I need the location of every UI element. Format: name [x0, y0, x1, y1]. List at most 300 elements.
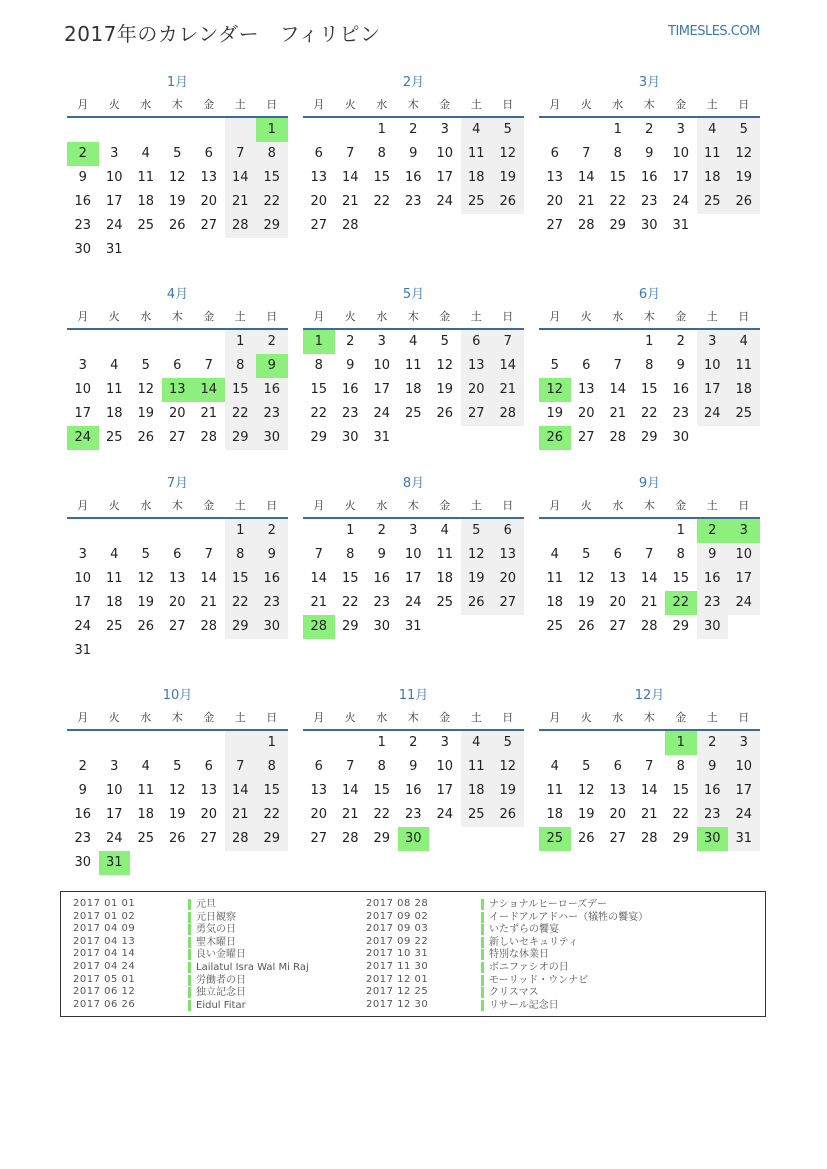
- day-cell[interactable]: 1: [256, 118, 288, 142]
- day-cell[interactable]: 6: [613, 547, 622, 562]
- day-cell[interactable]: 3: [110, 146, 119, 161]
- day-cell[interactable]: 20: [168, 595, 186, 610]
- day-cell[interactable]: 29: [225, 426, 257, 450]
- day-cell[interactable]: 27: [310, 218, 328, 233]
- day-cell[interactable]: 25: [539, 827, 571, 851]
- day-cell[interactable]: 20: [609, 595, 627, 610]
- day-cell[interactable]: 14: [341, 170, 359, 185]
- day-cell[interactable]: 15: [225, 378, 257, 402]
- day-cell[interactable]: 4: [110, 547, 119, 562]
- day-cell[interactable]: 15: [373, 783, 391, 798]
- day-cell[interactable]: 2: [676, 334, 685, 349]
- day-cell[interactable]: 2: [697, 519, 729, 543]
- day-cell[interactable]: 6: [204, 759, 213, 774]
- day-cell[interactable]: 22: [256, 190, 288, 214]
- day-cell[interactable]: 21: [225, 803, 257, 827]
- day-cell[interactable]: 9: [256, 354, 288, 378]
- day-cell[interactable]: 23: [341, 406, 359, 421]
- day-cell[interactable]: 10: [105, 170, 123, 185]
- day-cell[interactable]: 4: [141, 759, 150, 774]
- day-cell[interactable]: 26: [137, 619, 155, 634]
- day-cell[interactable]: 14: [225, 779, 257, 803]
- day-cell[interactable]: 10: [74, 382, 92, 397]
- day-cell[interactable]: 3: [78, 358, 87, 373]
- day-cell[interactable]: 16: [74, 807, 92, 822]
- day-cell[interactable]: 16: [672, 382, 690, 397]
- day-cell[interactable]: 11: [546, 783, 564, 798]
- day-cell[interactable]: 2: [346, 334, 355, 349]
- day-cell[interactable]: 18: [697, 166, 729, 190]
- day-cell[interactable]: 23: [697, 803, 729, 827]
- day-cell[interactable]: 20: [461, 378, 493, 402]
- day-cell[interactable]: 28: [492, 402, 524, 426]
- day-cell[interactable]: 16: [404, 170, 422, 185]
- day-cell[interactable]: 18: [728, 378, 760, 402]
- day-cell[interactable]: 12: [728, 142, 760, 166]
- day-cell[interactable]: 18: [404, 382, 422, 397]
- day-cell[interactable]: 18: [546, 807, 564, 822]
- day-cell[interactable]: 13: [200, 170, 218, 185]
- day-cell[interactable]: 19: [168, 194, 186, 209]
- day-cell[interactable]: 26: [492, 803, 524, 827]
- day-cell[interactable]: 15: [256, 166, 288, 190]
- day-cell[interactable]: 23: [256, 591, 288, 615]
- day-cell[interactable]: 3: [676, 122, 685, 137]
- day-cell[interactable]: 11: [728, 354, 760, 378]
- day-cell[interactable]: 22: [672, 807, 690, 822]
- day-cell[interactable]: 30: [398, 827, 430, 851]
- day-cell[interactable]: 28: [225, 827, 257, 851]
- day-cell[interactable]: 14: [310, 571, 328, 586]
- day-cell[interactable]: 1: [613, 122, 622, 137]
- day-cell[interactable]: 24: [373, 406, 391, 421]
- day-cell[interactable]: 19: [492, 779, 524, 803]
- day-cell[interactable]: 16: [373, 571, 391, 586]
- day-cell[interactable]: 1: [303, 330, 335, 354]
- day-cell[interactable]: 17: [105, 194, 123, 209]
- day-cell[interactable]: 10: [74, 571, 92, 586]
- day-cell[interactable]: 5: [440, 334, 449, 349]
- day-cell[interactable]: 21: [341, 807, 359, 822]
- day-cell[interactable]: 3: [728, 519, 760, 543]
- day-cell[interactable]: 30: [373, 619, 391, 634]
- day-cell[interactable]: 4: [409, 334, 418, 349]
- day-cell[interactable]: 20: [609, 807, 627, 822]
- day-cell[interactable]: 3: [728, 731, 760, 755]
- day-cell[interactable]: 22: [640, 406, 658, 421]
- day-cell[interactable]: 27: [200, 831, 218, 846]
- day-cell[interactable]: 23: [74, 218, 92, 233]
- day-cell[interactable]: 25: [697, 190, 729, 214]
- day-cell[interactable]: 17: [105, 807, 123, 822]
- day-cell[interactable]: 7: [314, 547, 323, 562]
- day-cell[interactable]: 4: [461, 118, 493, 142]
- day-cell[interactable]: 16: [640, 170, 658, 185]
- day-cell[interactable]: 5: [550, 358, 559, 373]
- day-cell[interactable]: 25: [728, 402, 760, 426]
- day-cell[interactable]: 4: [141, 146, 150, 161]
- day-cell[interactable]: 4: [550, 759, 559, 774]
- day-cell[interactable]: 3: [377, 334, 386, 349]
- day-cell[interactable]: 23: [640, 194, 658, 209]
- day-cell[interactable]: 15: [672, 571, 690, 586]
- day-cell[interactable]: 20: [577, 406, 595, 421]
- day-cell[interactable]: 2: [78, 759, 87, 774]
- day-cell[interactable]: 24: [436, 194, 454, 209]
- day-cell[interactable]: 14: [200, 571, 218, 586]
- day-cell[interactable]: 18: [105, 595, 123, 610]
- day-cell[interactable]: 3: [697, 330, 729, 354]
- day-cell[interactable]: 20: [200, 194, 218, 209]
- day-cell[interactable]: 19: [137, 595, 155, 610]
- day-cell[interactable]: 15: [256, 779, 288, 803]
- day-cell[interactable]: 25: [461, 803, 493, 827]
- day-cell[interactable]: 13: [609, 783, 627, 798]
- day-cell[interactable]: 24: [105, 218, 123, 233]
- day-cell[interactable]: 6: [492, 519, 524, 543]
- day-cell[interactable]: 7: [225, 755, 257, 779]
- day-cell[interactable]: 7: [582, 146, 591, 161]
- day-cell[interactable]: 30: [341, 430, 359, 445]
- day-cell[interactable]: 30: [672, 430, 690, 445]
- day-cell[interactable]: 6: [582, 358, 591, 373]
- day-cell[interactable]: 22: [609, 194, 627, 209]
- day-cell[interactable]: 28: [640, 831, 658, 846]
- day-cell[interactable]: 8: [645, 358, 654, 373]
- day-cell[interactable]: 4: [728, 330, 760, 354]
- day-cell[interactable]: 17: [728, 567, 760, 591]
- day-cell[interactable]: 8: [256, 142, 288, 166]
- day-cell[interactable]: 8: [314, 358, 323, 373]
- day-cell[interactable]: 21: [609, 406, 627, 421]
- day-cell[interactable]: 15: [672, 783, 690, 798]
- day-cell[interactable]: 12: [577, 783, 595, 798]
- day-cell[interactable]: 9: [346, 358, 355, 373]
- day-cell[interactable]: 27: [168, 430, 186, 445]
- day-cell[interactable]: 10: [105, 783, 123, 798]
- day-cell[interactable]: 13: [162, 378, 194, 402]
- day-cell[interactable]: 17: [373, 382, 391, 397]
- day-cell[interactable]: 11: [105, 571, 123, 586]
- day-cell[interactable]: 19: [436, 382, 454, 397]
- day-cell[interactable]: 9: [256, 543, 288, 567]
- day-cell[interactable]: 29: [609, 218, 627, 233]
- day-cell[interactable]: 12: [168, 783, 186, 798]
- day-cell[interactable]: 6: [314, 759, 323, 774]
- day-cell[interactable]: 16: [256, 567, 288, 591]
- day-cell[interactable]: 20: [200, 807, 218, 822]
- day-cell[interactable]: 16: [74, 194, 92, 209]
- day-cell[interactable]: 23: [74, 831, 92, 846]
- day-cell[interactable]: 5: [492, 731, 524, 755]
- day-cell[interactable]: 22: [225, 591, 257, 615]
- day-cell[interactable]: 2: [409, 122, 418, 137]
- day-cell[interactable]: 25: [137, 218, 155, 233]
- day-cell[interactable]: 8: [377, 146, 386, 161]
- day-cell[interactable]: 24: [404, 595, 422, 610]
- day-cell[interactable]: 5: [582, 547, 591, 562]
- day-cell[interactable]: 21: [492, 378, 524, 402]
- day-cell[interactable]: 10: [697, 354, 729, 378]
- day-cell[interactable]: 30: [74, 242, 92, 257]
- day-cell[interactable]: 12: [436, 358, 454, 373]
- day-cell[interactable]: 8: [346, 547, 355, 562]
- day-cell[interactable]: 8: [676, 759, 685, 774]
- day-cell[interactable]: 1: [377, 735, 386, 750]
- day-cell[interactable]: 26: [436, 406, 454, 421]
- day-cell[interactable]: 27: [609, 619, 627, 634]
- day-cell[interactable]: 31: [404, 619, 422, 634]
- day-cell[interactable]: 8: [613, 146, 622, 161]
- day-cell[interactable]: 17: [672, 170, 690, 185]
- day-cell[interactable]: 5: [173, 146, 182, 161]
- day-cell[interactable]: 26: [168, 831, 186, 846]
- day-cell[interactable]: 5: [492, 118, 524, 142]
- day-cell[interactable]: 31: [74, 643, 92, 658]
- day-cell[interactable]: 21: [640, 595, 658, 610]
- day-cell[interactable]: 1: [377, 122, 386, 137]
- day-cell[interactable]: 22: [225, 402, 257, 426]
- day-cell[interactable]: 11: [404, 358, 422, 373]
- day-cell[interactable]: 22: [373, 807, 391, 822]
- day-cell[interactable]: 30: [697, 827, 729, 851]
- day-cell[interactable]: 5: [173, 759, 182, 774]
- day-cell[interactable]: 29: [373, 831, 391, 846]
- day-cell[interactable]: 4: [697, 118, 729, 142]
- day-cell[interactable]: 19: [728, 166, 760, 190]
- day-cell[interactable]: 24: [105, 831, 123, 846]
- day-cell[interactable]: 13: [310, 170, 328, 185]
- day-cell[interactable]: 2: [645, 122, 654, 137]
- day-cell[interactable]: 13: [546, 170, 564, 185]
- day-cell[interactable]: 13: [200, 783, 218, 798]
- day-cell[interactable]: 15: [225, 567, 257, 591]
- day-cell[interactable]: 9: [409, 146, 418, 161]
- day-cell[interactable]: 28: [303, 615, 335, 639]
- day-cell[interactable]: 13: [609, 571, 627, 586]
- day-cell[interactable]: 13: [577, 382, 595, 397]
- day-cell[interactable]: 9: [697, 543, 729, 567]
- day-cell[interactable]: 27: [546, 218, 564, 233]
- day-cell[interactable]: 5: [141, 547, 150, 562]
- day-cell[interactable]: 11: [436, 547, 454, 562]
- day-cell[interactable]: 31: [99, 851, 131, 875]
- day-cell[interactable]: 28: [341, 831, 359, 846]
- day-cell[interactable]: 8: [256, 755, 288, 779]
- day-cell[interactable]: 26: [577, 619, 595, 634]
- day-cell[interactable]: 28: [577, 218, 595, 233]
- day-cell[interactable]: 9: [377, 547, 386, 562]
- day-cell[interactable]: 19: [137, 406, 155, 421]
- day-cell[interactable]: 3: [440, 735, 449, 750]
- day-cell[interactable]: 6: [314, 146, 323, 161]
- day-cell[interactable]: 22: [256, 803, 288, 827]
- day-cell[interactable]: 9: [78, 170, 87, 185]
- day-cell[interactable]: 18: [546, 595, 564, 610]
- day-cell[interactable]: 8: [225, 354, 257, 378]
- day-cell[interactable]: 8: [676, 547, 685, 562]
- day-cell[interactable]: 24: [672, 194, 690, 209]
- day-cell[interactable]: 15: [609, 170, 627, 185]
- day-cell[interactable]: 24: [67, 426, 99, 450]
- day-cell[interactable]: 9: [409, 759, 418, 774]
- day-cell[interactable]: 24: [436, 807, 454, 822]
- day-cell[interactable]: 19: [168, 807, 186, 822]
- day-cell[interactable]: 23: [404, 194, 422, 209]
- day-cell[interactable]: 22: [665, 591, 697, 615]
- day-cell[interactable]: 27: [168, 619, 186, 634]
- day-cell[interactable]: 24: [697, 402, 729, 426]
- day-cell[interactable]: 13: [310, 783, 328, 798]
- day-cell[interactable]: 3: [78, 547, 87, 562]
- day-cell[interactable]: 7: [613, 358, 622, 373]
- day-cell[interactable]: 2: [377, 523, 386, 538]
- day-cell[interactable]: 11: [137, 170, 155, 185]
- day-cell[interactable]: 16: [341, 382, 359, 397]
- day-cell[interactable]: 1: [346, 523, 355, 538]
- day-cell[interactable]: 2: [697, 731, 729, 755]
- day-cell[interactable]: 10: [373, 358, 391, 373]
- day-cell[interactable]: 1: [225, 519, 257, 543]
- day-cell[interactable]: 12: [137, 382, 155, 397]
- day-cell[interactable]: 22: [310, 406, 328, 421]
- day-cell[interactable]: 26: [728, 190, 760, 214]
- day-cell[interactable]: 4: [440, 523, 449, 538]
- day-cell[interactable]: 14: [225, 166, 257, 190]
- day-cell[interactable]: 19: [492, 166, 524, 190]
- day-cell[interactable]: 28: [200, 430, 218, 445]
- day-cell[interactable]: 23: [256, 402, 288, 426]
- day-cell[interactable]: 25: [546, 619, 564, 634]
- day-cell[interactable]: 20: [310, 807, 328, 822]
- day-cell[interactable]: 16: [697, 779, 729, 803]
- day-cell[interactable]: 6: [461, 330, 493, 354]
- day-cell[interactable]: 21: [640, 807, 658, 822]
- day-cell[interactable]: 11: [137, 783, 155, 798]
- day-cell[interactable]: 21: [341, 194, 359, 209]
- day-cell[interactable]: 13: [168, 571, 186, 586]
- day-cell[interactable]: 15: [310, 382, 328, 397]
- day-cell[interactable]: 31: [728, 827, 760, 851]
- day-cell[interactable]: 30: [256, 426, 288, 450]
- day-cell[interactable]: 26: [577, 831, 595, 846]
- day-cell[interactable]: 3: [409, 523, 418, 538]
- day-cell[interactable]: 30: [697, 615, 729, 639]
- day-cell[interactable]: 27: [461, 402, 493, 426]
- day-cell[interactable]: 23: [404, 807, 422, 822]
- day-cell[interactable]: 12: [168, 170, 186, 185]
- day-cell[interactable]: 12: [539, 378, 571, 402]
- day-cell[interactable]: 25: [461, 190, 493, 214]
- day-cell[interactable]: 2: [256, 519, 288, 543]
- day-cell[interactable]: 21: [310, 595, 328, 610]
- day-cell[interactable]: 17: [74, 595, 92, 610]
- day-cell[interactable]: 6: [550, 146, 559, 161]
- day-cell[interactable]: 23: [373, 595, 391, 610]
- day-cell[interactable]: 29: [256, 214, 288, 238]
- day-cell[interactable]: 13: [461, 354, 493, 378]
- day-cell[interactable]: 16: [697, 567, 729, 591]
- day-cell[interactable]: 24: [74, 619, 92, 634]
- day-cell[interactable]: 31: [105, 242, 123, 257]
- day-cell[interactable]: 5: [461, 519, 493, 543]
- day-cell[interactable]: 14: [193, 378, 225, 402]
- day-cell[interactable]: 18: [137, 194, 155, 209]
- day-cell[interactable]: 4: [110, 358, 119, 373]
- day-cell[interactable]: 5: [728, 118, 760, 142]
- day-cell[interactable]: 20: [546, 194, 564, 209]
- day-cell[interactable]: 25: [404, 406, 422, 421]
- day-cell[interactable]: 19: [577, 807, 595, 822]
- day-cell[interactable]: 28: [200, 619, 218, 634]
- day-cell[interactable]: 1: [665, 731, 697, 755]
- day-cell[interactable]: 10: [436, 759, 454, 774]
- day-cell[interactable]: 14: [492, 354, 524, 378]
- brand-logo[interactable]: TIMESLES.COM: [668, 24, 760, 39]
- day-cell[interactable]: 2: [409, 735, 418, 750]
- day-cell[interactable]: 14: [341, 783, 359, 798]
- day-cell[interactable]: 21: [200, 406, 218, 421]
- day-cell[interactable]: 26: [168, 218, 186, 233]
- day-cell[interactable]: 7: [645, 759, 654, 774]
- day-cell[interactable]: 18: [105, 406, 123, 421]
- day-cell[interactable]: 31: [373, 430, 391, 445]
- day-cell[interactable]: 21: [200, 595, 218, 610]
- day-cell[interactable]: 2: [256, 330, 288, 354]
- day-cell[interactable]: 1: [676, 523, 685, 538]
- day-cell[interactable]: 2: [67, 142, 99, 166]
- day-cell[interactable]: 7: [204, 547, 213, 562]
- day-cell[interactable]: 22: [341, 595, 359, 610]
- day-cell[interactable]: 25: [436, 595, 454, 610]
- day-cell[interactable]: 14: [609, 382, 627, 397]
- day-cell[interactable]: 9: [645, 146, 654, 161]
- day-cell[interactable]: 17: [728, 779, 760, 803]
- day-cell[interactable]: 28: [640, 619, 658, 634]
- day-cell[interactable]: 28: [609, 430, 627, 445]
- day-cell[interactable]: 10: [404, 547, 422, 562]
- day-cell[interactable]: 31: [672, 218, 690, 233]
- day-cell[interactable]: 4: [550, 547, 559, 562]
- day-cell[interactable]: 17: [436, 783, 454, 798]
- day-cell[interactable]: 9: [676, 358, 685, 373]
- day-cell[interactable]: 27: [310, 831, 328, 846]
- day-cell[interactable]: 28: [225, 214, 257, 238]
- day-cell[interactable]: 8: [377, 759, 386, 774]
- day-cell[interactable]: 7: [225, 142, 257, 166]
- day-cell[interactable]: 19: [546, 406, 564, 421]
- day-cell[interactable]: 20: [168, 406, 186, 421]
- day-cell[interactable]: 8: [225, 543, 257, 567]
- day-cell[interactable]: 21: [225, 190, 257, 214]
- day-cell[interactable]: 18: [137, 807, 155, 822]
- day-cell[interactable]: 5: [582, 759, 591, 774]
- day-cell[interactable]: 30: [74, 855, 92, 870]
- day-cell[interactable]: 9: [697, 755, 729, 779]
- day-cell[interactable]: 26: [492, 190, 524, 214]
- day-cell[interactable]: 15: [373, 170, 391, 185]
- day-cell[interactable]: 12: [461, 543, 493, 567]
- day-cell[interactable]: 23: [697, 591, 729, 615]
- day-cell[interactable]: 27: [577, 430, 595, 445]
- day-cell[interactable]: 28: [341, 218, 359, 233]
- day-cell[interactable]: 30: [640, 218, 658, 233]
- day-cell[interactable]: 14: [577, 170, 595, 185]
- day-cell[interactable]: 16: [256, 378, 288, 402]
- day-cell[interactable]: 30: [256, 615, 288, 639]
- day-cell[interactable]: 11: [461, 755, 493, 779]
- day-cell[interactable]: 25: [137, 831, 155, 846]
